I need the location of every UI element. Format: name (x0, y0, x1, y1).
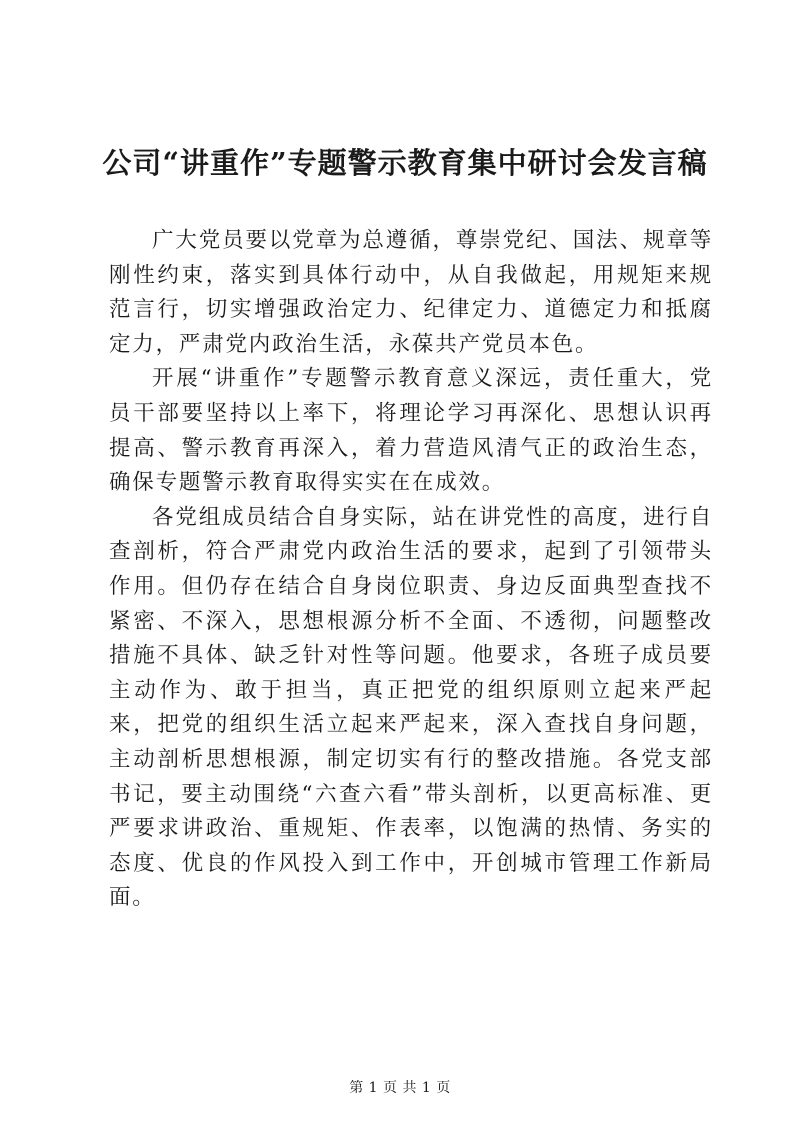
paragraph-2: 开展“讲重作”专题警示教育意义深远，责任重大，党员干部要坚持以上率下，将理论学习再深化、思想认识再提高、警示教育再深入，着力营造风清气正的政治生态，确保专题警示教育取得实实在在成效。 (109, 366, 713, 496)
paragraph-3: 各党组成员结合自身实际，站在讲党性的高度，进行自查剖析，符合严肃党内政治生活的要求，起到了引领带头作用。但仍存在结合自身岗位职责、身边反面典型查找不紧密、不深入，思想根源分析不全面、不透彻，问题整改措施不具体、缺乏针对性等问题。他要求，各班子成员要主动作为、敢于担当，真正把党的组织原则立起来严起来，把党的组织生活立起来严起来，深入查找自身问题，主动剖析思想根源，制定切实有行的整改措施。各党支部书记，要主动围绕“六查六看”带头剖析，以更高标准、更严要求讲政治、重规矩、作表率，以饱满的热情、务实的态度、优良的作风投入到工作中，开创城市管理工作新局面。 (109, 504, 713, 911)
document-title: 公司“讲重作”专题警示教育集中研讨会发言稿 (102, 146, 708, 180)
document-body (109, 224, 713, 916)
page-footer: 第 1 页 共 1 页 (349, 1080, 451, 1096)
paragraph-1: 广大党员要以党章为总遵循，尊崇党纪、国法、规章等刚性约束，落实到具体行动中，从自我做起，用规矩来规范言行，切实增强政治定力、纪律定力、道德定力和抵腐定力，严肃党内政治生活，永葆共产党员本色。 (109, 228, 713, 357)
